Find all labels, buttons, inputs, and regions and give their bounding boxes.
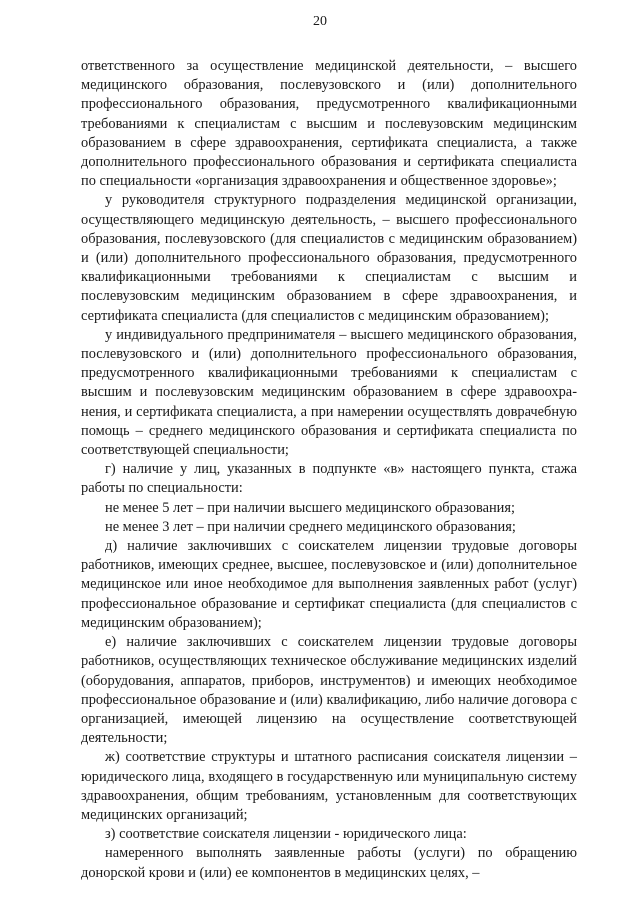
paragraph-6: не менее 3 лет – при наличии среднего медицинского образования;	[105, 518, 516, 535]
paragraph-2: у руководителя структурного подразделения медицинской организации, осуществляющего медицинскую деятельность, – высшего профессионального образования, послевузовского (для специалистов с медицинским образованием) и (или) дополнительного профессионального образования, предусмотренного квалификационными требованиями к специалистам с высшим и послевузовским медицинским образованием в сфере здравоохранения, и сертификата специалиста (для специалистов с медицинским образованием);	[81, 192, 577, 324]
paragraph-9: ж) соответствие структуры и штатного расписания соискателя лицензии – юридического лица, входящего в государственную или муниципальную систему здравоохранения, общим требованиям, установленным для соответствующих медицинских организаций;	[81, 749, 577, 823]
paragraph-11: намеренного выполнять заявленные работы (услуги) по обращению донорской крови и (или) ее компонентов в медицинских целях, –	[81, 845, 577, 881]
paragraph-5: не менее 5 лет – при наличии высшего медицинского образования;	[105, 499, 515, 516]
paragraph-10: з) соответствие соискателя лицензии - юридического лица:	[105, 826, 467, 843]
paragraph-4: г) наличие у лиц, указанных в подпункте «в» настоящего пункта, стажа работы по специальности:	[81, 461, 577, 497]
paragraph-8: е) наличие заключивших с соискателем лицензии трудовые договоры работников, осуществляющих техническое обслуживание медицинских изделий (оборудования, аппаратов, приборов, инструментов) и имеющих необходимое профессиональное образование и (или) квалификацию, либо наличие договора с организацией, имеющей лицензию на осуществление соответствующей деятельности;	[81, 634, 577, 747]
page-number: 20	[313, 14, 327, 29]
paragraph-1: ответственного за осуществление медицинской деятельности, – высшего медицинского образования, послевузовского и (или) дополнительного профессионального образования, предусмотренного квалификационными требованиями к специалистам с высшим и послевузовским медицинским образованием в сфере здравоохранения, сертификата специалиста, а также дополнительного профессионального образования и сертификата специалиста по специальности «организация здравоохранения и общественное здоровье»;	[81, 58, 577, 190]
paragraph-7: д) наличие заключивших с соискателем лицензии трудовые договоры работников, имеющих среднее, высшее, послевузовское и (или) дополнительное медицинское или иное необходимое для выполнения заявленных работ (услуг) профессиональное образование и сертификат специалиста (для специалистов с медицинским образованием);	[81, 538, 577, 631]
document-body	[81, 57, 577, 883]
paragraph-3: у индивидуального предпринимателя – высшего медицинского образования, послевузовского и (или) дополнительного профессионального образования, предусмотренного квалификационными требованиями к специалистам с высшим и послевузовским медицинским образованием в сфере здравоохранения, и сертификата специалиста, а при намерении осуществлять доврачебную помощь – среднего медицинского образования и сертификата специалиста по соответствующей специальности;	[81, 326, 577, 459]
